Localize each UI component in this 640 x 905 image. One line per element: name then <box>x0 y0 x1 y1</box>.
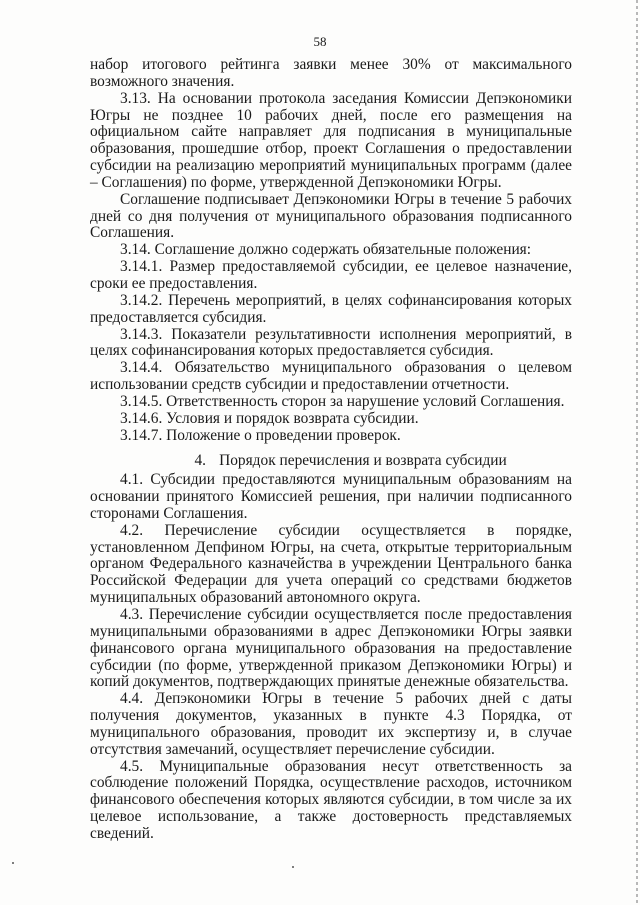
paragraph-agreement-signing: Соглашение подписывает Депэкономики Югры в течение 5 рабочих дней со дня получения от муниципального образования подписанного Соглашения. <box>90 190 572 242</box>
paragraph-3-14-1: 3.14.1. Размер предоставляемой субсидии, ее целевое назначение, сроки ее предоставления. <box>90 258 572 292</box>
paragraph-4-2: 4.2. Перечисление субсидии осуществляется в порядке, установленном Депфином Югры, на счета, открытые территориальным органом Федерального казначейства в учреждении Центрального банка Российской Федерации для учета операций со средствами бюджетов муниципальных образований автономного округа. <box>90 521 572 607</box>
section-number: 4. <box>194 452 206 470</box>
scan-dot <box>292 866 294 868</box>
paragraph-3-13: 3.13. На основании протокола заседания Комиссии Депэкономики Югры не позднее 10 рабочих дней, после его размещения на официальном сайте направляет для подписания в муниципальные образования, прошедшие отбор, проект Соглашения о предоставлении субсидии на реализацию мероприятий муниципальных программ (далее – Соглашения) по форме, утвержденной Депэкономики Югры. <box>90 89 572 191</box>
paragraph-4-1: 4.1. Субсидии предоставляются муниципальным образованиям на основании принятого Комиссией решения, при наличии подписанного сторонами Соглашения. <box>90 471 572 522</box>
paragraph-3-14-4: 3.14.4. Обязательство муниципального образования о целевом использовании средств субсидии и предоставлении отчетности. <box>90 359 572 394</box>
document-body <box>90 57 572 843</box>
section-heading <box>90 453 572 470</box>
paragraph-3-14-3: 3.14.3. Показатели результативности исполнения мероприятий, в целях софинансирования которых предоставляется субсидия. <box>90 325 572 360</box>
paragraph-4-4: 4.4. Депэкономики Югры в течение 5 рабочих дней с даты получения документов, указанных в пункте 4.3 Порядка, от муниципального образования, проводит их экспертизу и, в случае отсутствия замечаний, осуществляет перечисление субсидии. <box>90 690 572 758</box>
paragraph-4-3: 4.3. Перечисление субсидии осуществляется после предоставления муниципальными образованиями в адрес Депэкономики Югры заявки финансового органа муниципального образования на предоставление субсидии (по форме, утвержденной приказом Депэкономики Югры) и копий документов, подтверждающих принятые денежные обязательства. <box>90 606 572 691</box>
paragraph-continuation: набор итогового рейтинга заявки менее 30% от максимального возможного значения. <box>90 56 572 90</box>
scan-dot <box>12 862 14 864</box>
paragraph-3-14: 3.14. Соглашение должно содержать обязательные положения: <box>120 241 532 259</box>
paragraph-3-14-6: 3.14.6. Условия и порядок возврата субсидии. <box>120 409 419 427</box>
paragraph-3-14-7: 3.14.7. Положение о проведении проверок. <box>120 426 401 444</box>
paragraph-3-14-2: 3.14.2. Перечень мероприятий, в целях софинансирования которых предоставляется субсидия. <box>90 291 572 326</box>
scan-edge-line <box>636 0 638 905</box>
section-title: Порядок перечисления и возврата субсидии <box>219 452 507 470</box>
paragraph-4-5: 4.5. Муниципальные образования несут ответственность за соблюдение положений Порядка, осуществление расходов, источником финансового обеспечения которых являются субсидии, в том числе за их целевое использование, а также достоверность представляемых сведений. <box>90 757 572 842</box>
paragraph-3-14-5: 3.14.5. Ответственность сторон за нарушение условий Соглашения. <box>120 392 565 410</box>
page-number: 58 <box>313 34 327 49</box>
